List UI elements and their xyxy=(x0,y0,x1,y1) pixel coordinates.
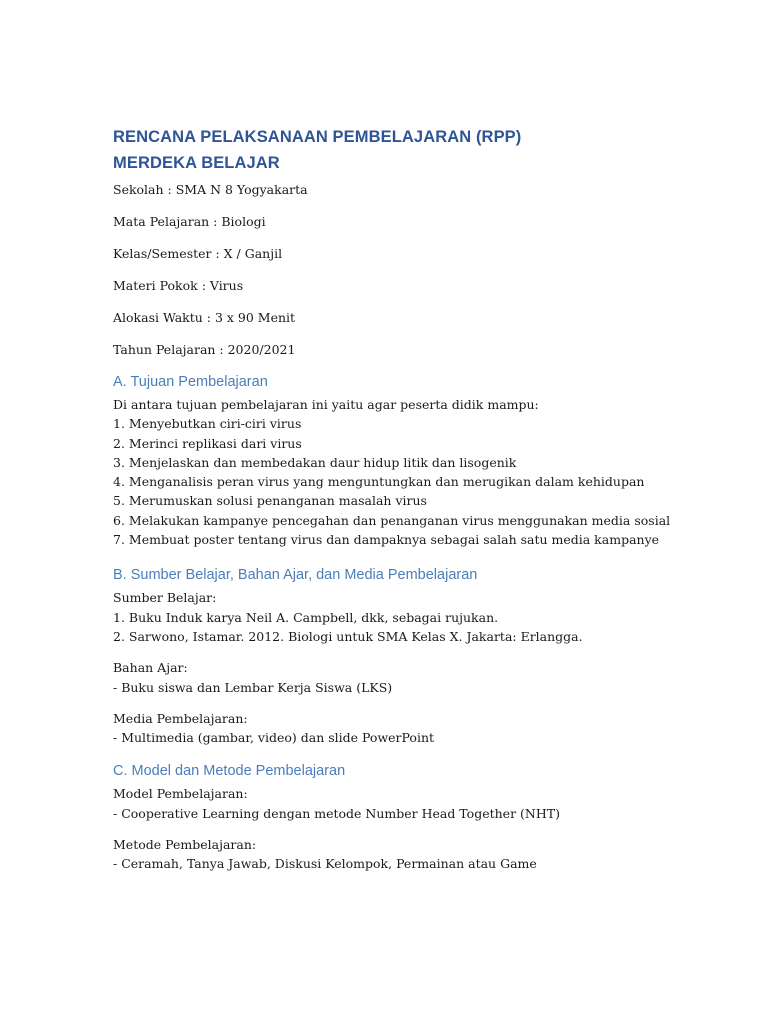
media-pembelajaran-block xyxy=(113,709,733,748)
meta-alokasi-waktu: Alokasi Waktu : 3 x 90 Menit xyxy=(113,310,296,325)
section-c-heading: C. Model dan Metode Pembelajaran xyxy=(113,763,346,780)
meta-tahun-pelajaran: Tahun Pelajaran : 2020/2021 xyxy=(113,342,296,357)
bahan-ajar-label: Bahan Ajar: xyxy=(113,660,188,676)
media-pembelajaran-list xyxy=(113,728,733,747)
section-a-heading: A. Tujuan Pembelajaran xyxy=(113,374,268,390)
list-item: 5. Merumuskan solusi penanganan masalah virus xyxy=(113,493,427,509)
section-b-heading: B. Sumber Belajar, Bahan Ajar, dan Media Pembelajaran xyxy=(113,567,478,584)
document-title xyxy=(113,124,733,176)
model-pembelajaran-list xyxy=(113,804,733,823)
metode-pembelajaran-label: Metode Pembelajaran: xyxy=(113,837,257,853)
section-a-body xyxy=(113,395,733,549)
media-pembelajaran-label: Media Pembelajaran: xyxy=(113,710,248,726)
list-item: 7. Membuat poster tentang virus dan dampaknya sebagai salah satu media kampanye xyxy=(113,532,660,548)
sumber-belajar-list xyxy=(113,608,733,647)
list-item: 2. Merinci replikasi dari virus xyxy=(113,435,302,451)
title-line-2: MERDEKA BELAJAR xyxy=(113,154,280,172)
metode-pembelajaran-block xyxy=(113,835,733,874)
meta-mata-pelajaran: Mata Pelajaran : Biologi xyxy=(113,214,266,229)
list-item: 1. Buku Induk karya Neil A. Campbell, dkk, sebagai rujukan. xyxy=(113,609,499,625)
list-item: 2. Sarwono, Istamar. 2012. Biologi untuk SMA Kelas X. Jakarta: Erlangga. xyxy=(113,628,583,644)
model-pembelajaran-label: Model Pembelajaran: xyxy=(113,786,248,802)
list-item: - Ceramah, Tanya Jawab, Diskusi Kelompok, Permainan atau Game xyxy=(113,856,537,872)
title-line-1: RENCANA PELAKSANAAN PEMBELAJARAN (RPP) xyxy=(113,128,522,146)
document-page xyxy=(113,124,733,874)
list-item: 3. Menjelaskan dan membedakan daur hidup litik dan lisogenik xyxy=(113,454,517,470)
meta-kelas-semester: Kelas/Semester : X / Ganjil xyxy=(113,246,283,261)
section-a-intro: Di antara tujuan pembelajaran ini yaitu agar peserta didik mampu: xyxy=(113,397,539,412)
bahan-ajar-list xyxy=(113,678,733,697)
tujuan-list xyxy=(113,414,733,549)
meta-sekolah: Sekolah : SMA N 8 Yogyakarta xyxy=(113,182,308,197)
bahan-ajar-block xyxy=(113,658,733,697)
model-pembelajaran-block xyxy=(113,784,733,823)
list-item: 1. Menyebutkan ciri-ciri virus xyxy=(113,416,302,432)
list-item: - Cooperative Learning dengan metode Number Head Together (NHT) xyxy=(113,805,560,821)
list-item: - Buku siswa dan Lembar Kerja Siswa (LKS) xyxy=(113,679,393,695)
sumber-belajar-block xyxy=(113,588,733,646)
list-item: - Multimedia (gambar, video) dan slide PowerPoint xyxy=(113,730,435,746)
list-item: 4. Menganalisis peran virus yang menguntungkan dan merugikan dalam kehidupan xyxy=(113,474,645,490)
metode-pembelajaran-list xyxy=(113,854,733,873)
list-item: 6. Melakukan kampanye pencegahan dan penanganan virus menggunakan media sosial xyxy=(113,512,671,528)
sumber-belajar-label: Sumber Belajar: xyxy=(113,590,217,606)
meta-materi-pokok: Materi Pokok : Virus xyxy=(113,278,244,293)
